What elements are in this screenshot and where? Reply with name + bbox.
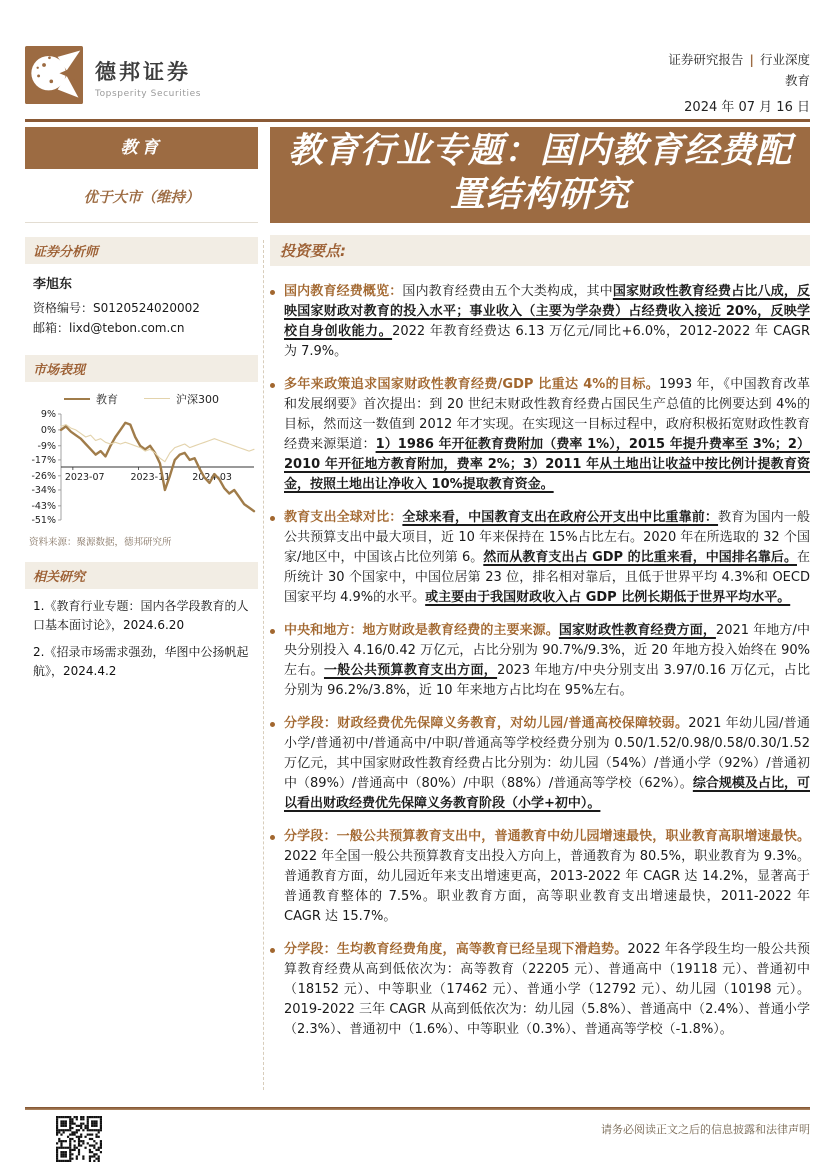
bullet-item xyxy=(270,940,810,1040)
legend-line-icon xyxy=(144,398,170,399)
related-research-item[interactable]: 1.《教育行业专题：国内各学段教育的人口基本面讨论》，2024.6.20 xyxy=(33,598,249,633)
bullet-text: 分学段：生均教育经费角度，高等教育已经呈现下滑趋势。2022 年各学段生均一般公共预算教育经费从高到低依次为：高等教育（22205 元）、普通高中（19118 元）、普通初中（18152 元）、中等职业（17462 元）、普通小学（12792 元）、幼儿园（10198 元）。2019-2022 三年 CAGR 从高到低依次为：幼儿园（5.8%）、普通高中（2.4%）、普通小学（2.3%）、普通初中（1.6%）、中等职业（0.3%）、普通高等学校（-1.8%）。 xyxy=(284,942,810,1037)
bullet-text: 分学段：一般公共预算教育支出中，普通教育中幼儿园增速最快，职业教育高职增速最快。2022 年全国一般公共预算教育支出投入方向上，普通教育为 80.5%，职业教育为 9.3%。普通教育方面，幼儿园近年来支出增速更高，2013-2022 年 CAGR 达 14.2%，显著高于普通教育整体的 7.5%。职业教育方面，高等职业教育支出增速最快，2011-2022 年 CAGR 达 15.7%。 xyxy=(284,829,810,924)
legend-label: 教育 xyxy=(96,392,118,406)
bullet-text: 多年来政策追求国家财政性教育经费/GDP 比重达 4%的目标。1993 年，《中国教育改革和发展纲要》首次提出：到 20 世纪末财政性教育经费占国民生产总值的比例要达到 4%的目标，然而这一数值到 2012 年才实现。在实现这一目标过程中，政府积极拓宽财政性教育经费来源渠道：1）1986 年开征教育费附加（费率 1%），2015 年提升费率至 3%；2）2010 年开征地方教育附加，费率 2%；3）2011 年从土地出让收益中按比例计提教育资金，按照土地出让净收入 10%提取教育资金。 xyxy=(284,377,810,492)
svg-text:2024-03: 2024-03 xyxy=(192,471,232,483)
svg-text:-51%: -51% xyxy=(31,515,56,526)
bullet-item xyxy=(270,375,810,495)
market-chart xyxy=(25,408,258,530)
related-research-item[interactable]: 2.《招录市场需求强劲，华图中公扬帆起航》，2024.4.2 xyxy=(33,644,249,679)
bullet-text: 国内教育经费概览：国内教育经费由五个大类构成，其中国家财政性教育经费占比八成，反映国家财政对教育的投入水平；事业收入（主要为学杂费）占经费收入接近 20%，反映学校自身创收能力。2022 年教育经费达 6.13 万亿元/同比+6.0%，2012-2022 年 CAGR 为 7.9%。 xyxy=(284,284,810,359)
header-rule xyxy=(25,119,810,122)
column-divider xyxy=(263,240,264,1090)
svg-text:-34%: -34% xyxy=(31,485,56,497)
bullet-dot-icon xyxy=(270,516,275,521)
analyst-block xyxy=(25,264,258,341)
bullet-dot-icon xyxy=(270,290,275,295)
investment-points-list xyxy=(270,282,810,1040)
leopard-logo-icon xyxy=(25,46,83,108)
svg-text:-43%: -43% xyxy=(31,500,56,512)
svg-text:-17%: -17% xyxy=(31,455,56,467)
chart-legend xyxy=(25,390,258,408)
page-title: 教育行业专题：国内教育经费配置结构研究 xyxy=(270,127,810,223)
bullet-dot-icon xyxy=(270,948,275,953)
legend-item xyxy=(144,391,219,407)
pipe-divider: | xyxy=(749,52,754,67)
bullet-text: 教育支出全球对比：全球来看，中国教育支出在政府公开支出中比重靠前：教育为国内一般公共预算支出中最大项目，近 10 年来保持在 15%占比左右。2020 年在所选取的 32 个国家/地区中，中国该占比位列第 6。然而从教育支出占 GDP 的比重来看，中国排名靠后。在所统计 30 个国家中，中国位居第 23 位，排名相对靠后，且低于世界平均 4.3%和 OECD 国家平均 4.9%的水平。或主要由于我国财政收入占 GDP 比例长期低于世界平均水平。 xyxy=(284,510,810,605)
analyst-name: 李旭东 xyxy=(33,277,73,292)
svg-text:0%: 0% xyxy=(40,424,56,436)
bullet-item xyxy=(270,282,810,362)
report-meta xyxy=(668,46,810,118)
svg-text:2023-11: 2023-11 xyxy=(130,471,171,483)
sidebar xyxy=(25,127,258,689)
related-section-header: 相关研究 xyxy=(25,562,258,589)
legend-line-icon xyxy=(64,398,90,400)
svg-text:2023-07: 2023-07 xyxy=(64,471,105,483)
report-date: 2024 年 07 月 16 日 xyxy=(684,100,810,116)
legend-item xyxy=(64,391,118,407)
related-research-list xyxy=(25,589,258,682)
bullet-dot-icon xyxy=(270,383,275,388)
bullet-text: 中央和地方：地方财政是教育经费的主要来源。国家财政性教育经费方面，2021 年地方/中央分别投入 4.16/0.42 万亿元，占比分别为 90.7%/9.3%，近 20 年地方投入始终在 90%左右。一般公共预算教育支出方面，2023 年地方/中央分别支出 3.97/0.16 万亿元，占比分别为 96.2%/3.8%，近 10 年来地方占比均在 95%左右。 xyxy=(284,623,810,698)
analyst-cert: 资格编号：S0120524020002 xyxy=(33,301,200,316)
market-chart-block xyxy=(25,382,258,548)
chart-source-note: 资料来源：聚源数据，德邦研究所 xyxy=(29,536,172,548)
bullet-dot-icon xyxy=(270,835,275,840)
report-industry: 教育 xyxy=(784,72,810,88)
svg-text:-9%: -9% xyxy=(37,440,56,452)
market-section-header: 市场表现 xyxy=(25,355,258,382)
analyst-email[interactable]: 邮箱：lixd@tebon.com.cn xyxy=(33,321,185,336)
rating-badge: 优于大市（维持） xyxy=(25,169,258,223)
svg-text:9%: 9% xyxy=(40,409,56,421)
brand xyxy=(25,46,201,118)
bullet-item xyxy=(270,827,810,927)
qr-code xyxy=(56,1116,102,1162)
industry-banner: 教育 xyxy=(25,127,258,169)
masthead xyxy=(25,46,810,118)
bullet-text: 分学段：财政经费优先保障义务教育，对幼儿园/普通高校保障较弱。2021 年幼儿园/普通小学/普通初中/普通高中/中职/普通高等学校经费分别为 0.50/1.52/0.98/0.58/0.30/1.52 万亿元，其中国家财政性教育经费占比分别为：幼儿园（54%）/普通小学（92%）/普通初中（89%）/普通高中（80%）/中职（88%）/普通高等学校（62%）。综合规模及占比，可以看出财政经费优先保障义务教育阶段（小学+初中）。 xyxy=(284,716,810,811)
footer-disclaimer: 请务必阅读正文之后的信息披露和法律声明 xyxy=(601,1123,810,1136)
report-type-line: 证券研究报告 | 行业深度 xyxy=(668,52,810,67)
brand-name: 德邦证券 xyxy=(95,60,191,84)
investment-points-header: 投资要点: xyxy=(270,235,810,266)
svg-text:-26%: -26% xyxy=(31,470,56,482)
bullet-dot-icon xyxy=(270,722,275,727)
legend-label: 沪深300 xyxy=(176,392,219,406)
main-content xyxy=(270,127,810,1053)
bullet-item xyxy=(270,621,810,701)
analyst-section-header: 证券分析师 xyxy=(25,237,258,264)
footer-rule xyxy=(25,1107,810,1110)
bullet-item xyxy=(270,508,810,608)
bullet-dot-icon xyxy=(270,629,275,634)
brand-subtitle: Topsperity Securities xyxy=(95,89,202,99)
bullet-item xyxy=(270,714,810,814)
